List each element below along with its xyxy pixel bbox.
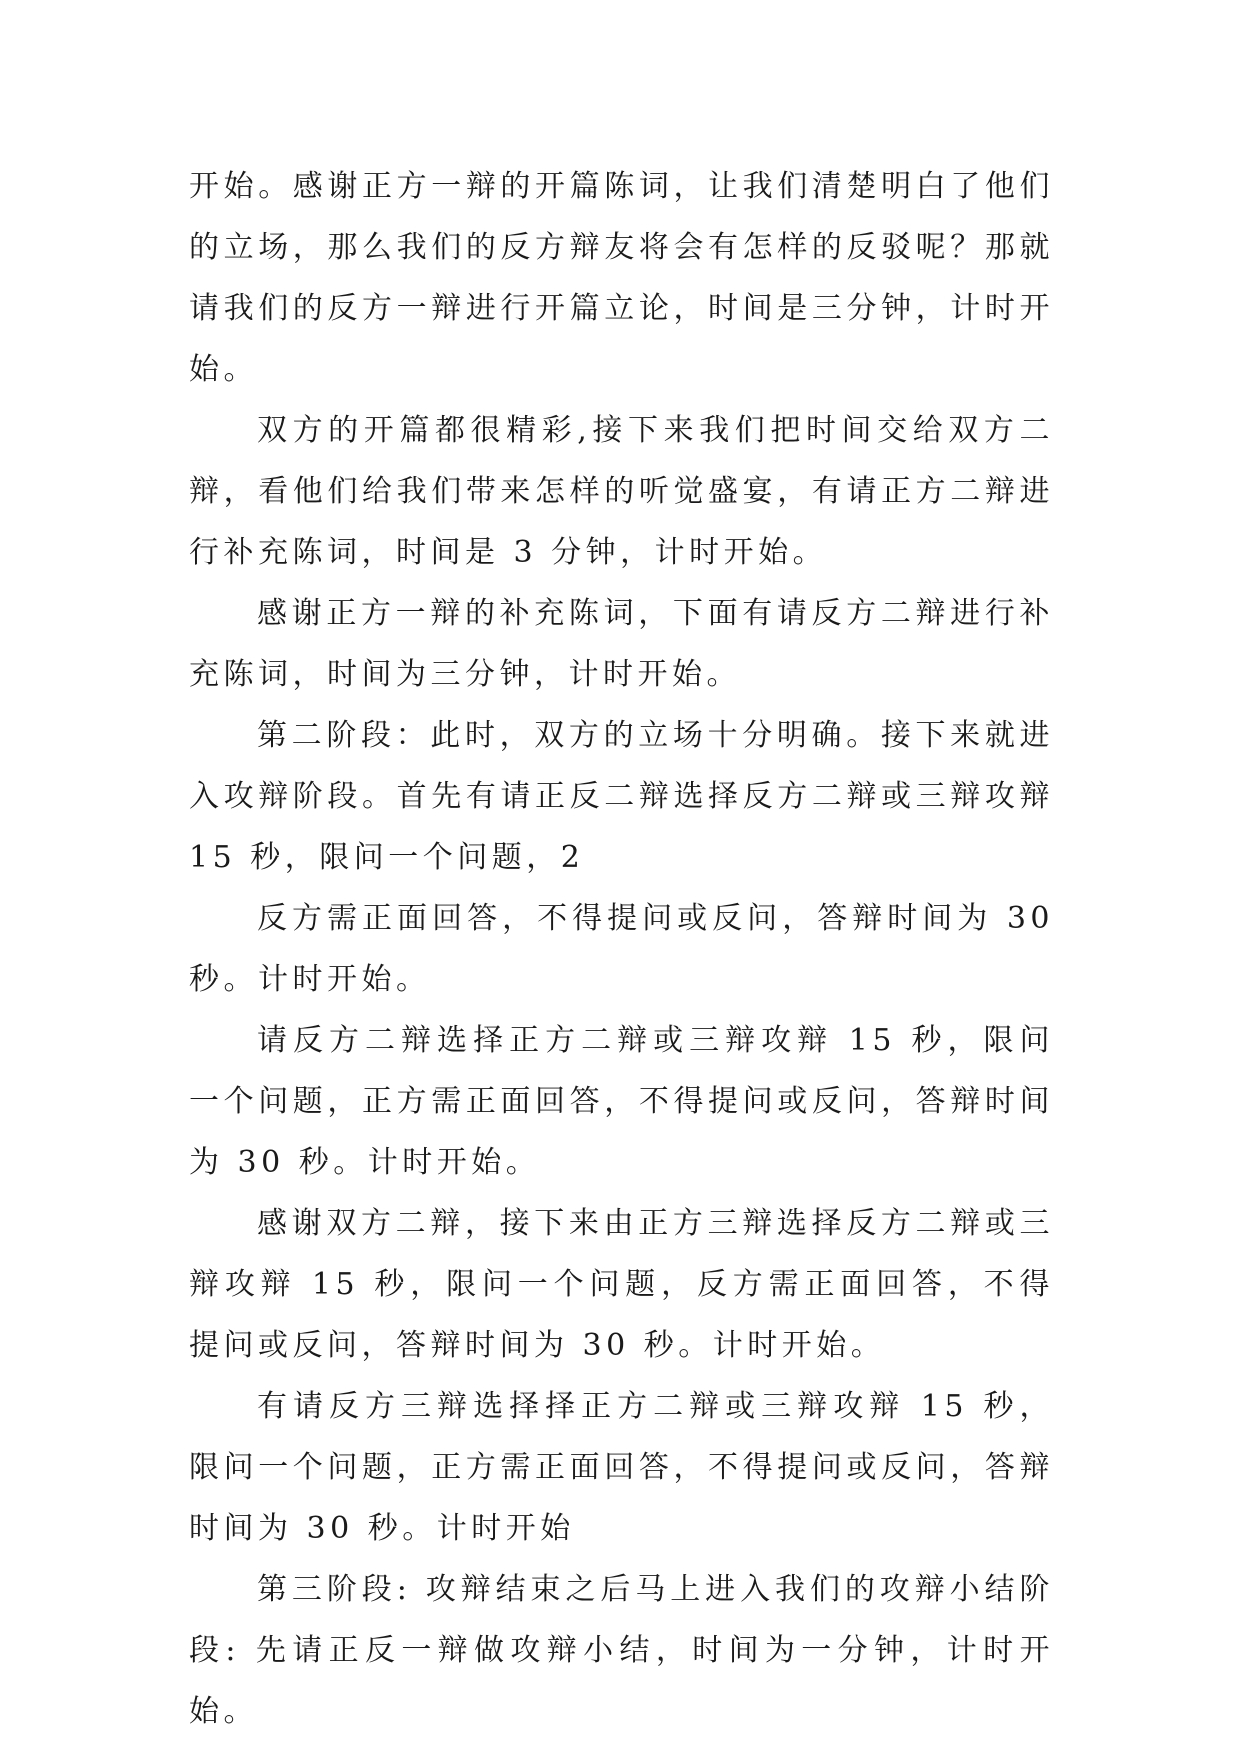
paragraph-9: 第三阶段: 攻辩结束之后马上进入我们的攻辩小结阶段: 先请正反一辩做攻辩小结，时间为一分钟，计时开始。 <box>189 1572 1054 1729</box>
paragraph-4: 第二阶段：此时，双方的立场十分明确。接下来就进入攻辩阶段。首先有请正反二辩选择反方二辩或三辩攻辩 15 秒，限问一个问题，2 <box>189 718 1054 875</box>
paragraph-2: 双方的开篇都很精彩,接下来我们把时间交给双方二辩，看他们给我们带来怎样的听觉盛宴，有请正方二辩进行补充陈词，时间是 3 分钟，计时开始。 <box>189 413 1054 570</box>
document-body <box>189 156 1054 1742</box>
paragraph-3: 感谢正方一辩的补充陈词，下面有请反方二辩进行补充陈词，时间为三分钟，计时开始。 <box>189 596 1054 692</box>
paragraph-7: 感谢双方二辩，接下来由正方三辩选择反方二辩或三辩攻辩 15 秒，限问一个问题，反方需正面回答，不得提问或反问，答辩时间为 30 秒。计时开始。 <box>189 1206 1054 1363</box>
paragraph-1: 开始。感谢正方一辩的开篇陈词，让我们清楚明白了他们的立场，那么我们的反方辩友将会有怎样的反驳呢？那就请我们的反方一辩进行开篇立论，时间是三分钟，计时开始。 <box>189 169 1054 387</box>
paragraph-5: 反方需正面回答，不得提问或反问，答辩时间为 30 秒。计时开始。 <box>189 901 1054 997</box>
paragraph-6: 请反方二辩选择正方二辩或三辩攻辩 15 秒，限问一个问题，正方需正面回答，不得提问或反问，答辩时间为 30 秒。计时开始。 <box>189 1023 1054 1180</box>
paragraph-8: 有请反方三辩选择择正方二辩或三辩攻辩 15 秒，限问一个问题，正方需正面回答，不得提问或反问，答辩时间为 30 秒。计时开始 <box>189 1389 1054 1546</box>
